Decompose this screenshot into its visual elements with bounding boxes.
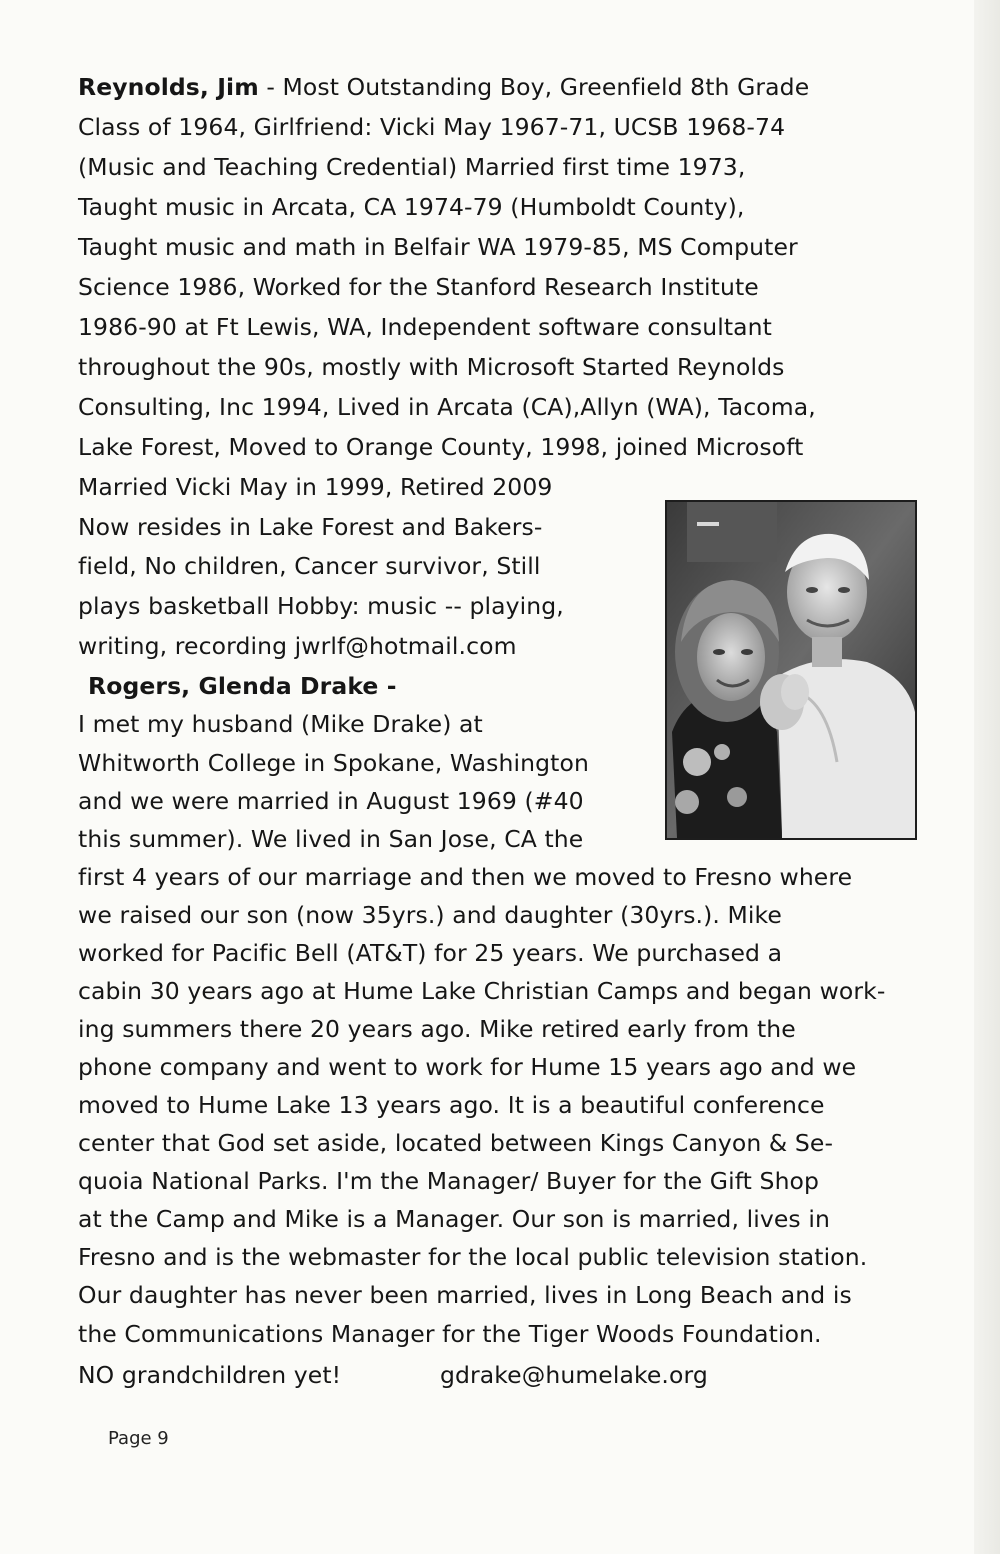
text-line: Lake Forest, Moved to Orange County, 1998, joined Microsoft xyxy=(78,433,804,461)
text-line: worked for Pacific Bell (AT&T) for 25 years. We purchased a xyxy=(78,939,783,967)
text-line: first 4 years of our marriage and then we moved to Fresno where xyxy=(78,863,853,891)
page-edge xyxy=(974,0,1000,1554)
text-line: moved to Hume Lake 13 years ago. It is a beautiful conference xyxy=(78,1091,825,1119)
page-number: Page 9 xyxy=(108,1428,169,1449)
text-line: Whitworth College in Spokane, Washington xyxy=(78,749,589,777)
entry-reynolds-first-line xyxy=(78,67,809,107)
text-line: Now resides in Lake Forest and Bakers- xyxy=(78,513,543,541)
text-line: plays basketball Hobby: music -- playing, xyxy=(78,592,564,620)
text-line: and we were married in August 1969 (#40 xyxy=(78,787,584,815)
text-line: at the Camp and Mike is a Manager. Our son is married, lives in xyxy=(78,1205,830,1233)
text-line: Class of 1964, Girlfriend: Vicki May 1967-71, UCSB 1968-74 xyxy=(78,113,786,141)
text-line: field, No children, Cancer survivor, Still xyxy=(78,552,541,580)
text-line: Consulting, Inc 1994, Lived in Arcata (CA),Allyn (WA), Tacoma, xyxy=(78,393,816,421)
text-line: cabin 30 years ago at Hume Lake Christian Camps and began work- xyxy=(78,977,886,1005)
name-separator: - xyxy=(258,73,283,101)
text-line: Taught music in Arcata, CA 1974-79 (Humboldt County), xyxy=(78,193,745,221)
email-address: gdrake@humelake.org xyxy=(440,1361,708,1389)
text-line: quoia National Parks. I'm the Manager/ Buyer for the Gift Shop xyxy=(78,1167,820,1195)
text-line: I met my husband (Mike Drake) at xyxy=(78,710,483,738)
text-line: Taught music and math in Belfair WA 1979-85, MS Computer xyxy=(78,233,798,261)
text-line: throughout the 90s, mostly with Microsoft Started Reynolds xyxy=(78,353,785,381)
text-line: 1986-90 at Ft Lewis, WA, Independent software consultant xyxy=(78,313,772,341)
text-line: phone company and went to work for Hume 15 years ago and we xyxy=(78,1053,857,1081)
couple-photo xyxy=(665,500,917,840)
text-line: Fresno and is the webmaster for the local public television station. xyxy=(78,1243,868,1271)
text-line: writing, recording jwrlf@hotmail.com xyxy=(78,632,517,660)
text-line: the Communications Manager for the Tiger Woods Foundation. xyxy=(78,1320,822,1348)
text-line: Married Vicki May in 1999, Retired 2009 xyxy=(78,473,553,501)
text-line: (Music and Teaching Credential) Married first time 1973, xyxy=(78,153,746,181)
text-line: ing summers there 20 years ago. Mike retired early from the xyxy=(78,1015,796,1043)
text-line: we raised our son (now 35yrs.) and daughter (30yrs.). Mike xyxy=(78,901,782,929)
text-line: Science 1986, Worked for the Stanford Research Institute xyxy=(78,273,759,301)
entry-text: Most Outstanding Boy, Greenfield 8th Grade xyxy=(282,73,810,101)
text-line: Our daughter has never been married, lives in Long Beach and is xyxy=(78,1281,852,1309)
entry-name-reynolds: Reynolds, Jim xyxy=(78,73,259,101)
last-line xyxy=(78,1355,341,1395)
couple-photo-image xyxy=(667,502,915,838)
entry-name-rogers: Rogers, Glenda Drake - xyxy=(88,672,397,700)
text-line: center that God set aside, located between Kings Canyon & Se- xyxy=(78,1129,834,1157)
closing-text: NO grandchildren yet! xyxy=(78,1361,342,1389)
text-line: this summer). We lived in San Jose, CA the xyxy=(78,825,584,853)
